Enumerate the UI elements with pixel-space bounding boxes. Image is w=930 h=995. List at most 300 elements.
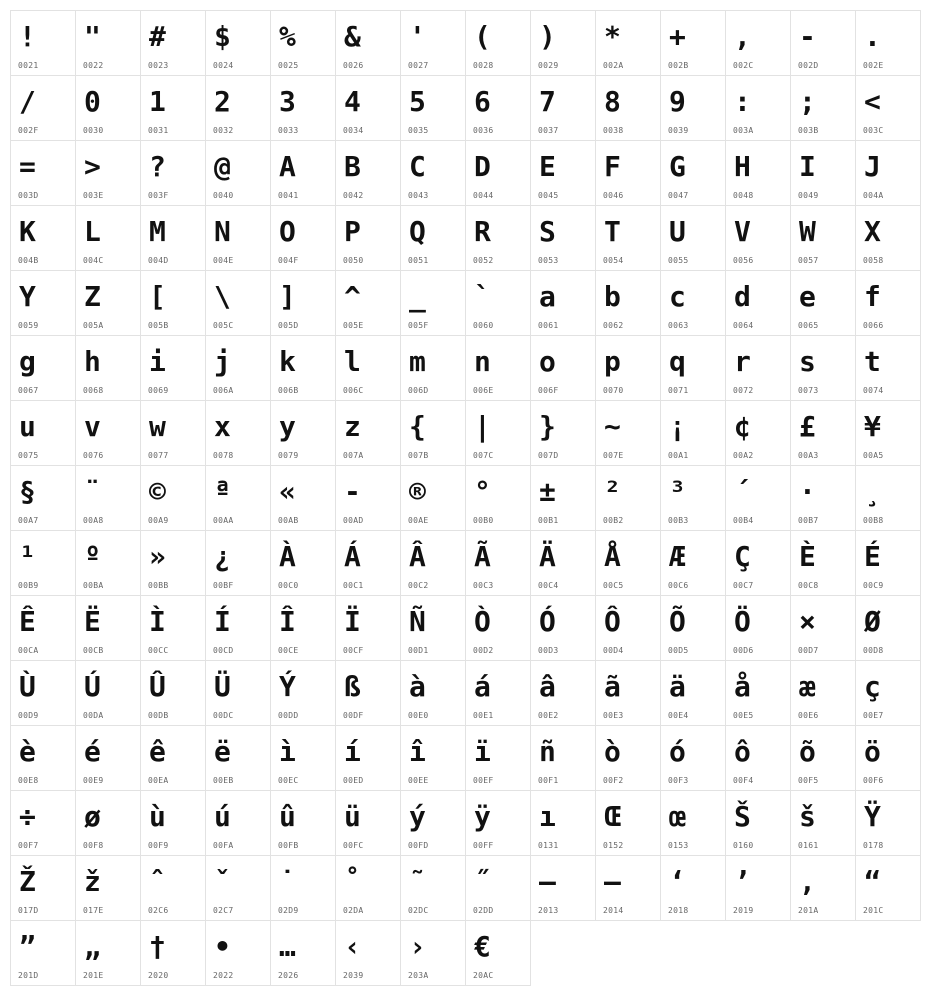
glyph-code: 00F5 xyxy=(798,776,819,785)
glyph-char: > xyxy=(84,150,101,183)
glyph-char: " xyxy=(84,20,101,53)
glyph-code: 00B8 xyxy=(863,516,884,525)
glyph-cell xyxy=(531,726,596,791)
glyph-cell xyxy=(856,531,921,596)
glyph-cell xyxy=(141,596,206,661)
glyph-cell xyxy=(791,661,856,726)
glyph-char: Õ xyxy=(669,605,686,638)
glyph-char: ¨ xyxy=(84,475,101,508)
glyph-code: 0062 xyxy=(603,321,624,330)
glyph-cell xyxy=(726,401,791,466)
glyph-cell xyxy=(466,206,531,271)
glyph-cell xyxy=(726,336,791,401)
glyph-char: ! xyxy=(19,20,36,53)
glyph-code: 0053 xyxy=(538,256,559,265)
glyph-char: q xyxy=(669,345,686,378)
glyph-code: 02D9 xyxy=(278,906,299,915)
glyph-code: 00C6 xyxy=(668,581,689,590)
glyph-char: ‘ xyxy=(669,865,686,898)
glyph-char: Ü xyxy=(214,670,231,703)
glyph-cell xyxy=(726,206,791,271)
glyph-char: { xyxy=(409,410,426,443)
glyph-cell xyxy=(76,76,141,141)
glyph-grid xyxy=(10,10,921,986)
glyph-cell xyxy=(401,596,466,661)
glyph-cell xyxy=(76,791,141,856)
glyph-char: û xyxy=(279,800,296,833)
glyph-char: ø xyxy=(84,800,101,833)
glyph-char: œ xyxy=(669,800,686,833)
glyph-char: g xyxy=(19,345,36,378)
glyph-cell xyxy=(76,596,141,661)
glyph-code: 2014 xyxy=(603,906,624,915)
glyph-code: 00F1 xyxy=(538,776,559,785)
glyph-code: 00A5 xyxy=(863,451,884,460)
glyph-cell xyxy=(401,856,466,921)
glyph-code: 00B2 xyxy=(603,516,624,525)
glyph-cell xyxy=(661,76,726,141)
glyph-code: 003C xyxy=(863,126,884,135)
glyph-char: á xyxy=(474,670,491,703)
glyph-cell xyxy=(401,76,466,141)
glyph-cell xyxy=(856,466,921,531)
glyph-code: 00C2 xyxy=(408,581,429,590)
glyph-code: 0043 xyxy=(408,191,429,200)
glyph-char: n xyxy=(474,345,491,378)
glyph-char: | xyxy=(474,410,491,443)
glyph-code: 00C9 xyxy=(863,581,884,590)
glyph-code: 0030 xyxy=(83,126,104,135)
glyph-code: 0070 xyxy=(603,386,624,395)
glyph-char: H xyxy=(734,150,751,183)
glyph-code: 00C3 xyxy=(473,581,494,590)
glyph-cell xyxy=(791,726,856,791)
glyph-cell xyxy=(271,401,336,466)
glyph-char: ¸ xyxy=(864,475,881,508)
glyph-cell xyxy=(336,661,401,726)
glyph-cell xyxy=(791,531,856,596)
glyph-char: G xyxy=(669,150,686,183)
glyph-cell xyxy=(856,141,921,206)
glyph-char: l xyxy=(344,345,361,378)
glyph-char: Î xyxy=(279,605,296,638)
glyph-char: ³ xyxy=(669,475,686,508)
glyph-cell xyxy=(336,271,401,336)
glyph-char: ì xyxy=(279,735,296,768)
glyph-code: 00D8 xyxy=(863,646,884,655)
glyph-cell xyxy=(271,661,336,726)
glyph-char: / xyxy=(19,85,36,118)
glyph-code: 00A7 xyxy=(18,516,39,525)
glyph-code: 0067 xyxy=(18,386,39,395)
glyph-cell xyxy=(141,726,206,791)
glyph-code: 003E xyxy=(83,191,104,200)
glyph-cell xyxy=(791,596,856,661)
glyph-code: 002D xyxy=(798,61,819,70)
glyph-cell xyxy=(401,466,466,531)
glyph-code: 00B1 xyxy=(538,516,559,525)
glyph-code: 00E0 xyxy=(408,711,429,720)
glyph-cell xyxy=(76,336,141,401)
glyph-code: 0034 xyxy=(343,126,364,135)
glyph-code: 0077 xyxy=(148,451,169,460)
glyph-code: 0044 xyxy=(473,191,494,200)
glyph-char: 9 xyxy=(669,85,686,118)
glyph-code: 0041 xyxy=(278,191,299,200)
glyph-cell xyxy=(141,11,206,76)
glyph-code: 0025 xyxy=(278,61,299,70)
glyph-cell xyxy=(271,596,336,661)
glyph-cell xyxy=(596,531,661,596)
glyph-char: ã xyxy=(604,670,621,703)
glyph-char: ¢ xyxy=(734,410,751,443)
glyph-char: « xyxy=(279,475,296,508)
glyph-char: Ô xyxy=(604,605,621,638)
glyph-cell xyxy=(531,596,596,661)
glyph-char: • xyxy=(214,930,231,963)
glyph-code: 0022 xyxy=(83,61,104,70)
glyph-char: Å xyxy=(604,540,621,573)
glyph-code: 00D2 xyxy=(473,646,494,655)
glyph-cell xyxy=(466,141,531,206)
glyph-code: 00A9 xyxy=(148,516,169,525)
glyph-cell xyxy=(76,856,141,921)
glyph-char: À xyxy=(279,540,296,573)
glyph-cell xyxy=(401,531,466,596)
glyph-char: ù xyxy=(149,800,166,833)
glyph-code: 005E xyxy=(343,321,364,330)
glyph-cell xyxy=(596,661,661,726)
glyph-char: ² xyxy=(604,475,621,508)
glyph-cell xyxy=(856,206,921,271)
glyph-cell xyxy=(206,76,271,141)
glyph-code: 201D xyxy=(18,971,39,980)
glyph-code: 00FD xyxy=(408,841,429,850)
glyph-char: R xyxy=(474,215,491,248)
glyph-char: ® xyxy=(409,475,426,508)
glyph-code: 00B3 xyxy=(668,516,689,525)
glyph-cell xyxy=(206,726,271,791)
glyph-code: 004B xyxy=(18,256,39,265)
glyph-char: _ xyxy=(409,280,426,313)
glyph-char: ü xyxy=(344,800,361,833)
glyph-code: 00A8 xyxy=(83,516,104,525)
glyph-code: 0056 xyxy=(733,256,754,265)
glyph-char: Q xyxy=(409,215,426,248)
glyph-char: s xyxy=(799,345,816,378)
glyph-cell xyxy=(596,401,661,466)
glyph-cell xyxy=(11,336,76,401)
glyph-code: 02DD xyxy=(473,906,494,915)
glyph-cell xyxy=(11,596,76,661)
glyph-cell xyxy=(726,466,791,531)
glyph-cell xyxy=(791,336,856,401)
glyph-code: 002B xyxy=(668,61,689,70)
glyph-char: ˇ xyxy=(214,865,231,898)
glyph-cell xyxy=(336,726,401,791)
glyph-code: 0028 xyxy=(473,61,494,70)
glyph-cell xyxy=(141,856,206,921)
glyph-cell xyxy=(466,76,531,141)
glyph-char: 4 xyxy=(344,85,361,118)
glyph-cell xyxy=(856,336,921,401)
glyph-char: í xyxy=(344,735,361,768)
glyph-code: 004A xyxy=(863,191,884,200)
glyph-char: ± xyxy=(539,475,556,508)
glyph-cell xyxy=(531,206,596,271)
glyph-char: õ xyxy=(799,735,816,768)
glyph-code: 00F8 xyxy=(83,841,104,850)
glyph-char: Ñ xyxy=(409,605,426,638)
glyph-char: @ xyxy=(214,150,231,183)
glyph-cell xyxy=(401,726,466,791)
glyph-code: 201A xyxy=(798,906,819,915)
glyph-cell xyxy=(76,726,141,791)
glyph-code: 0079 xyxy=(278,451,299,460)
glyph-code: 005D xyxy=(278,321,299,330)
glyph-char: ˆ xyxy=(149,865,166,898)
glyph-char: C xyxy=(409,150,426,183)
glyph-cell xyxy=(791,76,856,141)
glyph-char: ; xyxy=(799,85,816,118)
glyph-cell xyxy=(401,271,466,336)
glyph-cell xyxy=(466,661,531,726)
glyph-code: 005B xyxy=(148,321,169,330)
glyph-char: o xyxy=(539,345,556,378)
glyph-cell xyxy=(661,791,726,856)
glyph-char: $ xyxy=(214,20,231,53)
glyph-code: 2026 xyxy=(278,971,299,980)
glyph-char: \ xyxy=(214,280,231,313)
glyph-code: 02DC xyxy=(408,906,429,915)
glyph-code: 002A xyxy=(603,61,624,70)
glyph-code: 00EA xyxy=(148,776,169,785)
glyph-cell xyxy=(531,336,596,401)
glyph-char: › xyxy=(409,930,426,963)
glyph-char: Ý xyxy=(279,670,296,703)
glyph-code: 0072 xyxy=(733,386,754,395)
glyph-cell xyxy=(336,531,401,596)
glyph-char: ´ xyxy=(734,475,751,508)
glyph-char: ° xyxy=(474,475,491,508)
glyph-char: ` xyxy=(474,280,491,313)
glyph-cell xyxy=(271,271,336,336)
glyph-cell xyxy=(596,11,661,76)
glyph-cell xyxy=(596,856,661,921)
glyph-cell xyxy=(596,466,661,531)
glyph-cell xyxy=(856,661,921,726)
glyph-cell xyxy=(661,401,726,466)
glyph-cell xyxy=(271,206,336,271)
glyph-cell xyxy=(206,921,271,986)
glyph-cell xyxy=(596,791,661,856)
glyph-char: ( xyxy=(474,20,491,53)
glyph-cell xyxy=(206,466,271,531)
glyph-code: 0036 xyxy=(473,126,494,135)
glyph-cell xyxy=(856,596,921,661)
glyph-cell xyxy=(141,661,206,726)
glyph-code: 0048 xyxy=(733,191,754,200)
glyph-char: p xyxy=(604,345,621,378)
glyph-code: 005F xyxy=(408,321,429,330)
glyph-cell xyxy=(531,271,596,336)
glyph-char: · xyxy=(799,475,816,508)
glyph-code: 00F6 xyxy=(863,776,884,785)
glyph-code: 00C7 xyxy=(733,581,754,590)
glyph-code: 0153 xyxy=(668,841,689,850)
glyph-code: 002F xyxy=(18,126,39,135)
glyph-char: I xyxy=(799,150,816,183)
glyph-cell xyxy=(661,141,726,206)
glyph-code: 00BB xyxy=(148,581,169,590)
glyph-cell xyxy=(11,11,76,76)
glyph-cell xyxy=(661,531,726,596)
glyph-code: 00D1 xyxy=(408,646,429,655)
glyph-char: } xyxy=(539,410,556,443)
glyph-code: 00C0 xyxy=(278,581,299,590)
glyph-cell xyxy=(596,76,661,141)
glyph-cell xyxy=(466,401,531,466)
glyph-code: 20AC xyxy=(473,971,494,980)
glyph-code: 0037 xyxy=(538,126,559,135)
glyph-char: – xyxy=(539,865,556,898)
glyph-char: < xyxy=(864,85,881,118)
glyph-cell xyxy=(206,531,271,596)
glyph-char: “ xyxy=(864,865,881,898)
glyph-cell xyxy=(791,11,856,76)
glyph-char: % xyxy=(279,20,296,53)
glyph-code: 0059 xyxy=(18,321,39,330)
glyph-char: 2 xyxy=(214,85,231,118)
glyph-code: 00B4 xyxy=(733,516,754,525)
glyph-char: ë xyxy=(214,735,231,768)
glyph-code: 0068 xyxy=(83,386,104,395)
glyph-code: 0049 xyxy=(798,191,819,200)
glyph-code: 00CB xyxy=(83,646,104,655)
glyph-char: ö xyxy=(864,735,881,768)
glyph-cell xyxy=(531,11,596,76)
glyph-code: 0073 xyxy=(798,386,819,395)
glyph-code: 005C xyxy=(213,321,234,330)
glyph-char: Ï xyxy=(344,605,361,638)
glyph-code: 00EC xyxy=(278,776,299,785)
glyph-cell xyxy=(726,791,791,856)
glyph-char: ä xyxy=(669,670,686,703)
glyph-char: 0 xyxy=(84,85,101,118)
glyph-char: u xyxy=(19,410,36,443)
glyph-char: Ÿ xyxy=(864,800,881,833)
glyph-char: à xyxy=(409,670,426,703)
glyph-code: 00F2 xyxy=(603,776,624,785)
glyph-code: 00DB xyxy=(148,711,169,720)
glyph-char: k xyxy=(279,345,296,378)
glyph-cell xyxy=(531,401,596,466)
glyph-code: 0160 xyxy=(733,841,754,850)
glyph-char: [ xyxy=(149,280,166,313)
glyph-cell xyxy=(206,11,271,76)
glyph-char: - xyxy=(799,20,816,53)
glyph-cell xyxy=(206,661,271,726)
glyph-cell xyxy=(336,206,401,271)
glyph-code: 0047 xyxy=(668,191,689,200)
glyph-code: 00CC xyxy=(148,646,169,655)
glyph-cell xyxy=(141,531,206,596)
glyph-char: ~ xyxy=(604,410,621,443)
glyph-char: Ú xyxy=(84,670,101,703)
glyph-code: 00B9 xyxy=(18,581,39,590)
glyph-cell xyxy=(11,791,76,856)
glyph-cell xyxy=(661,336,726,401)
glyph-char: Á xyxy=(344,540,361,573)
glyph-char: h xyxy=(84,345,101,378)
glyph-code: 0046 xyxy=(603,191,624,200)
glyph-char: 5 xyxy=(409,85,426,118)
glyph-code: 00C4 xyxy=(538,581,559,590)
glyph-cell xyxy=(401,11,466,76)
glyph-code: 00E8 xyxy=(18,776,39,785)
glyph-char: ò xyxy=(604,735,621,768)
glyph-cell xyxy=(726,531,791,596)
glyph-char: U xyxy=(669,215,686,248)
glyph-cell xyxy=(271,466,336,531)
glyph-cell xyxy=(791,141,856,206)
glyph-code: 0069 xyxy=(148,386,169,395)
glyph-cell xyxy=(531,531,596,596)
glyph-code: 0052 xyxy=(473,256,494,265)
glyph-char: ˜ xyxy=(409,865,426,898)
glyph-char: : xyxy=(734,85,751,118)
glyph-cell xyxy=(531,856,596,921)
glyph-cell xyxy=(206,271,271,336)
glyph-char: † xyxy=(149,930,166,963)
glyph-cell xyxy=(661,11,726,76)
glyph-code: 00CE xyxy=(278,646,299,655)
glyph-char: z xyxy=(344,410,361,443)
glyph-cell xyxy=(661,596,726,661)
glyph-char: 8 xyxy=(604,85,621,118)
glyph-cell xyxy=(596,141,661,206)
glyph-code: 00A2 xyxy=(733,451,754,460)
glyph-char: ¿ xyxy=(214,540,231,573)
glyph-char: Ù xyxy=(19,670,36,703)
glyph-code: 00E7 xyxy=(863,711,884,720)
glyph-code: 0075 xyxy=(18,451,39,460)
glyph-code: 00C5 xyxy=(603,581,624,590)
glyph-code: 004C xyxy=(83,256,104,265)
glyph-char: ú xyxy=(214,800,231,833)
glyph-char: × xyxy=(799,605,816,638)
glyph-code: 00B0 xyxy=(473,516,494,525)
glyph-cell xyxy=(531,466,596,531)
glyph-cell xyxy=(141,921,206,986)
glyph-cell xyxy=(596,206,661,271)
glyph-char: „ xyxy=(84,930,101,963)
glyph-code: 02C7 xyxy=(213,906,234,915)
glyph-char: t xyxy=(864,345,881,378)
glyph-cell xyxy=(206,791,271,856)
glyph-char: Ê xyxy=(19,605,36,638)
glyph-char: # xyxy=(149,20,166,53)
glyph-code: 006E xyxy=(473,386,494,395)
glyph-code: 004D xyxy=(148,256,169,265)
glyph-code: 00E4 xyxy=(668,711,689,720)
glyph-cell xyxy=(11,531,76,596)
glyph-code: 0040 xyxy=(213,191,234,200)
glyph-cell xyxy=(11,76,76,141)
glyph-char: € xyxy=(474,930,491,963)
glyph-code: 0152 xyxy=(603,841,624,850)
glyph-char: X xyxy=(864,215,881,248)
